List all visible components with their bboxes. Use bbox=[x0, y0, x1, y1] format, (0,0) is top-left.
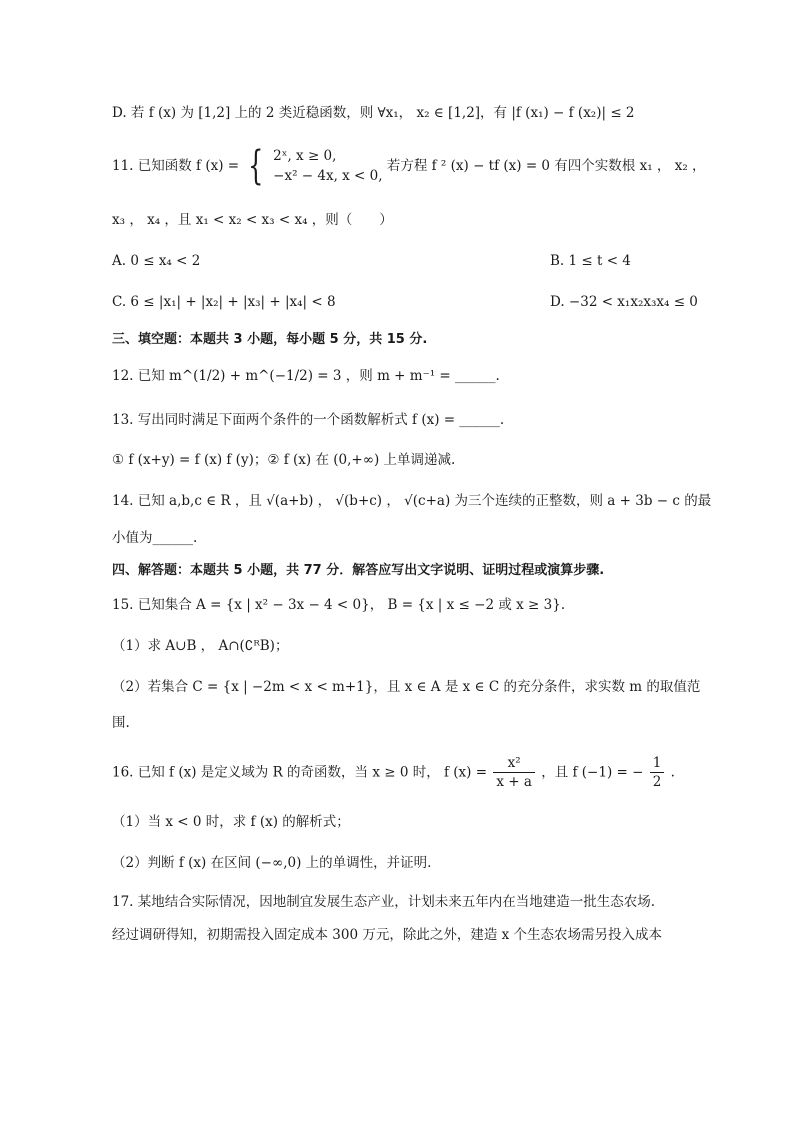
case-1: 2ˣ, x ≥ 0, bbox=[273, 148, 337, 164]
q16-denominator: x + a bbox=[496, 774, 532, 790]
case-2: −x² − 4x, x < 0, bbox=[273, 168, 383, 184]
option-a: A. 0 ≤ x₄ < 2 bbox=[112, 253, 201, 269]
question-11-line1 bbox=[112, 143, 706, 190]
question-13: 13. 写出同时满足下面两个条件的一个函数解析式 f (x) = ______. bbox=[112, 412, 505, 428]
q16-fraction bbox=[493, 754, 535, 791]
question-15-part2-cont: 围. bbox=[112, 715, 130, 731]
q16-denominator-2: 2 bbox=[652, 774, 662, 790]
q11-prefix: 11. 已知函数 f (x) = bbox=[112, 158, 240, 174]
question-12: 12. 已知 m^(1/2) + m^(−1/2) = 3 ，则 m + m⁻¹ = ______. bbox=[112, 368, 500, 384]
piecewise-cases bbox=[273, 146, 382, 186]
question-14-line1: 14. 已知 a,b,c ∈ R ，且 √(a+b) ， √(b+c) ， √(c+a) 为三个连续的正整数，则 a + 3b − c 的最 bbox=[112, 493, 712, 509]
q16-mid: ，且 f (−1) = − bbox=[541, 764, 644, 781]
option-b: B. 1 ≤ t < 4 bbox=[550, 253, 631, 269]
option-c: C. 6 ≤ |x₁| + |x₂| + |x₃| + |x₄| < 8 bbox=[112, 294, 336, 310]
q16-prefix: 16. 已知 f (x) 是定义域为 R 的奇函数，当 x ≥ 0 时， f (x) = bbox=[112, 764, 488, 781]
option-d-text: D. 若 f (x) 为 [1,2] 上的 2 类近稳函数，则 ∀x₁， x₂ ∈ [1,2]，有 |f (x₁) − f (x₂)| ≤ 2 bbox=[112, 105, 635, 121]
question-16-part2: （2）判断 f (x) 在区间 (−∞,0) 上的单调性，并证明. bbox=[112, 855, 432, 871]
question-16 bbox=[112, 754, 682, 794]
q11-options-row2 bbox=[112, 292, 698, 312]
section-4-heading: 四、解答题：本题共 5 小题，共 77 分．解答应写出文字说明、证明过程或演算步骤. bbox=[112, 563, 605, 578]
question-17-line1: 17. 某地结合实际情况，因地制宜发展生态产业，计划未来五年内在当地建造一批生态农场. bbox=[112, 894, 656, 910]
q16-end: . bbox=[670, 764, 675, 781]
option-d: D. −32 < x₁x₂x₃x₄ ≤ 0 bbox=[550, 294, 698, 310]
question-14-line2: 小值为______. bbox=[112, 530, 198, 546]
q11-suffix: 若方程 f ² (x) − tf (x) = 0 有四个实数根 x₁ ， x₂ ， bbox=[386, 158, 706, 174]
question-15-part2: （2）若集合 C = {x | −2m < x < m+1}，且 x ∈ A 是 x ∈ C 的充分条件，求实数 m 的取值范 bbox=[112, 679, 701, 695]
question-16-part1: （1）当 x < 0 时，求 f (x) 的解析式； bbox=[112, 814, 350, 830]
question-15: 15. 已知集合 A = {x | x² − 3x − 4 < 0}， B = {x | x ≤ −2 或 x ≥ 3}. bbox=[112, 597, 566, 613]
q16-numerator: x² bbox=[493, 754, 535, 773]
question-15-part1: （1）求 A∪B ， A∩(∁ᴿB)； bbox=[112, 638, 289, 654]
q16-numerator-2: 1 bbox=[650, 754, 665, 773]
section-3-heading: 三、填空题：本题共 3 小题，每小题 5 分，共 15 分. bbox=[112, 332, 428, 347]
q16-fraction-2 bbox=[650, 754, 665, 791]
question-13-conditions: ① f (x+y) = f (x) f (y)；② f (x) 在 (0,+∞) 上单调递减. bbox=[112, 452, 456, 468]
question-17-line2: 经过调研得知，初期需投入固定成本 300 万元，除此之外，建造 x 个生态农场需另投入成本 bbox=[112, 927, 663, 943]
question-11-line2: x₃ ， x₄ ，且 x₁ < x₂ < x₃ < x₄ ，则（ ） bbox=[112, 212, 393, 228]
q11-options-row1 bbox=[112, 251, 682, 271]
piecewise-brace: { bbox=[248, 143, 264, 189]
